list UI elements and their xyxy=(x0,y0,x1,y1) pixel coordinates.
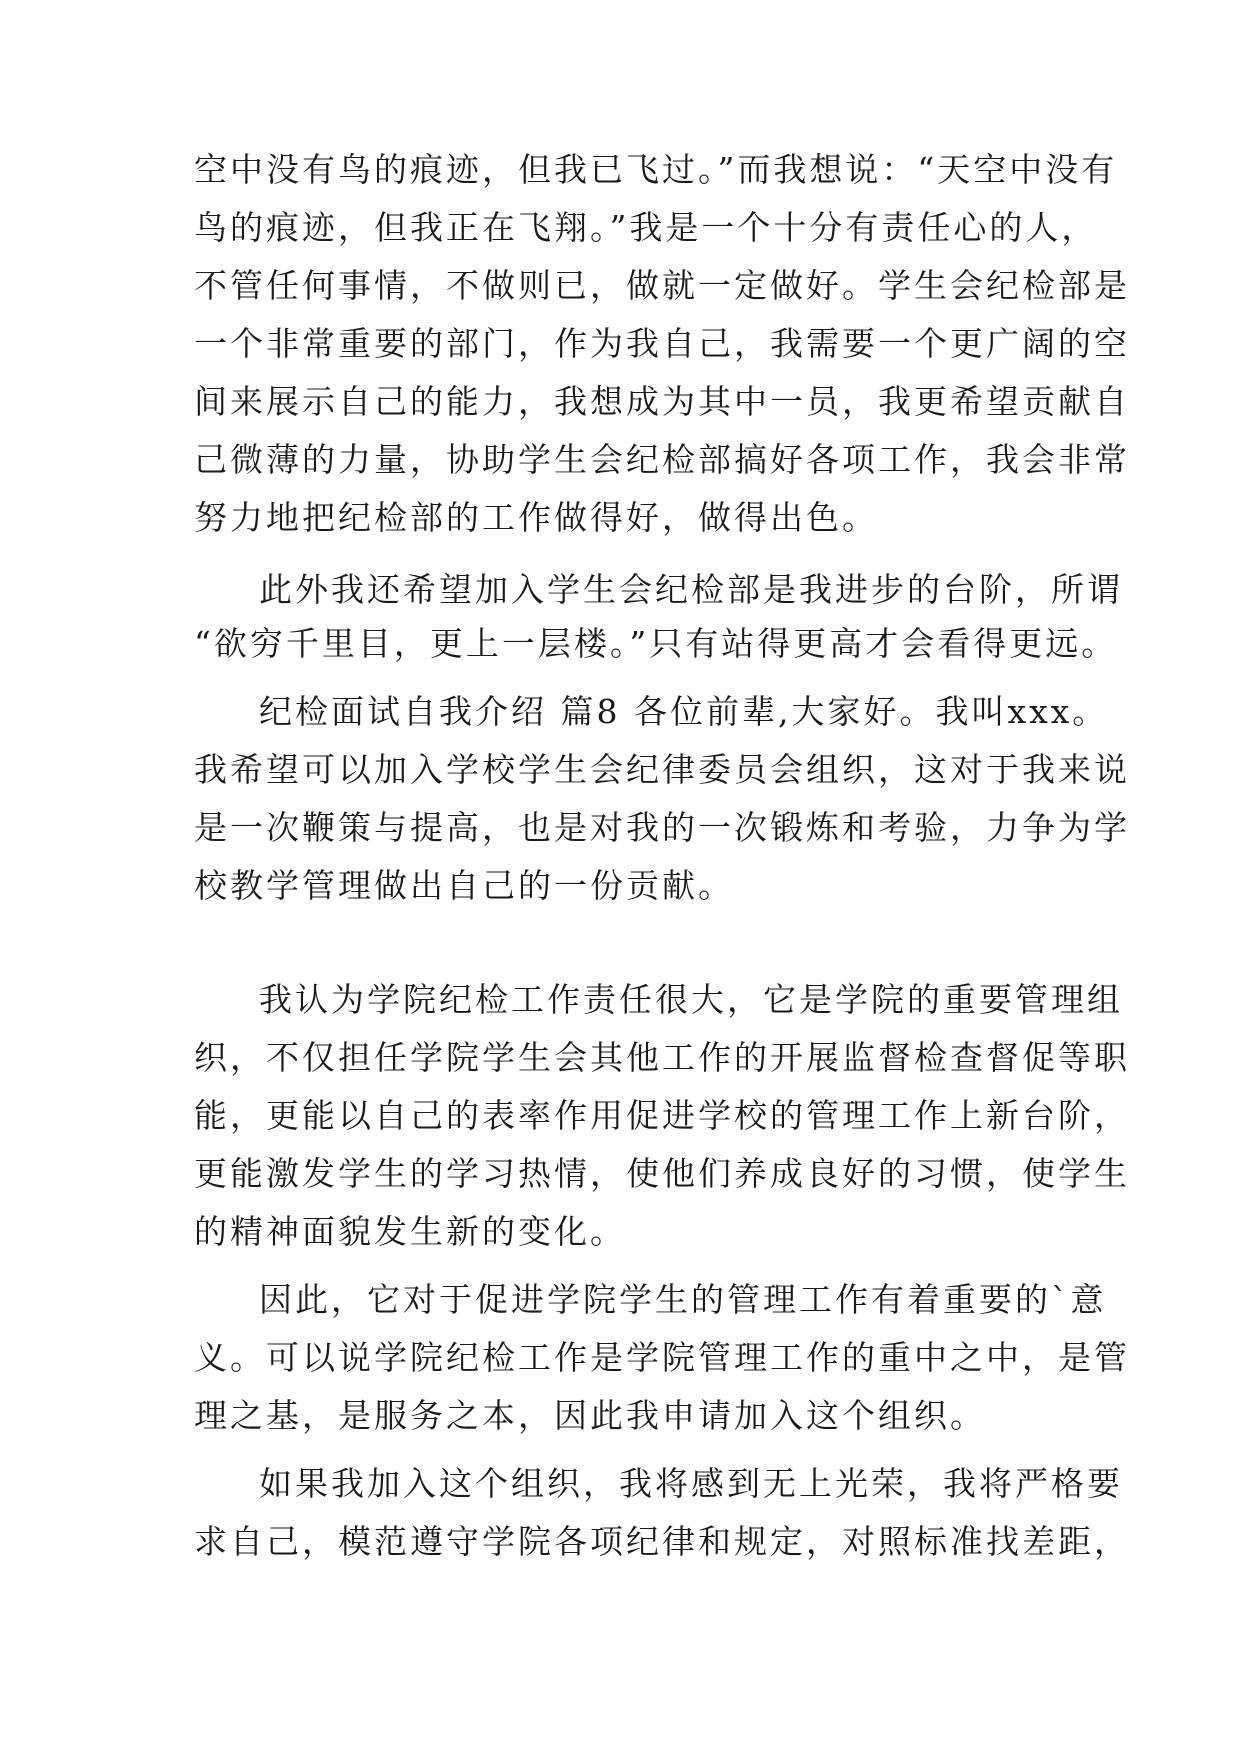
text-line: 更能激发学生的学习热情，使他们养成良好的习惯，使学生 xyxy=(194,1154,1130,1193)
text-line: 鸟的痕迹，但我正在飞翔。”我是一个十分有责任心的人， xyxy=(194,208,1098,247)
text-line: 此外我还希望加入学生会纪检部是我进步的台阶，所谓 xyxy=(259,570,1123,609)
text-line: 求自己，模范遵守学院各项纪律和规定，对照标准找差距， xyxy=(194,1522,1130,1561)
text-line: 能，更能以自己的表率作用促进学校的管理工作上新台阶， xyxy=(194,1096,1130,1135)
text-line: 一个非常重要的部门，作为我自己，我需要一个更广阔的空 xyxy=(194,324,1130,363)
text-line: 间来展示自己的能力，我想成为其中一员，我更希望贡献自 xyxy=(194,382,1130,421)
text-line: 因此，它对于促进学院学生的管理工作有着重要的`意 xyxy=(259,1280,1107,1319)
text-line: 理之基，是服务之本，因此我申请加入这个组织。 xyxy=(194,1396,986,1435)
text-line: 织，不仅担任学院学生会其他工作的开展监督检查督促等职 xyxy=(194,1038,1130,1077)
text-line: 努力地把纪检部的工作做得好，做得出色。 xyxy=(194,498,878,537)
text-line: 是一次鞭策与提高，也是对我的一次锻炼和考验，力争为学 xyxy=(194,808,1130,847)
text-line: 空中没有鸟的痕迹，但我已飞过。”而我想说：“天空中没有 xyxy=(194,150,1118,189)
text-line: 校教学管理做出自己的一份贡献。 xyxy=(194,866,734,905)
text-line: 己微薄的力量，协助学生会纪检部搞好各项工作，我会非常 xyxy=(194,440,1130,479)
text-line: 的精神面貌发生新的变化。 xyxy=(194,1212,626,1251)
text-line: 我认为学院纪检工作责任很大，它是学院的重要管理组 xyxy=(259,980,1123,1019)
text-line: “欲穷千里目，更上一层楼。”只有站得更高才会看得更远。 xyxy=(194,624,1118,663)
text-line: 我希望可以加入学校学生会纪律委员会组织，这对于我来说 xyxy=(194,750,1130,789)
text-line: 不管任何事情，不做则已，做就一定做好。学生会纪检部是 xyxy=(194,266,1130,305)
section-heading-line: 纪检面试自我介绍 篇8 各位前辈,大家好。我叫xxx。 xyxy=(259,692,1109,731)
text-line: 义。可以说学院纪检工作是学院管理工作的重中之中，是管 xyxy=(194,1338,1130,1377)
text-line: 如果我加入这个组织，我将感到无上光荣，我将严格要 xyxy=(259,1464,1123,1503)
